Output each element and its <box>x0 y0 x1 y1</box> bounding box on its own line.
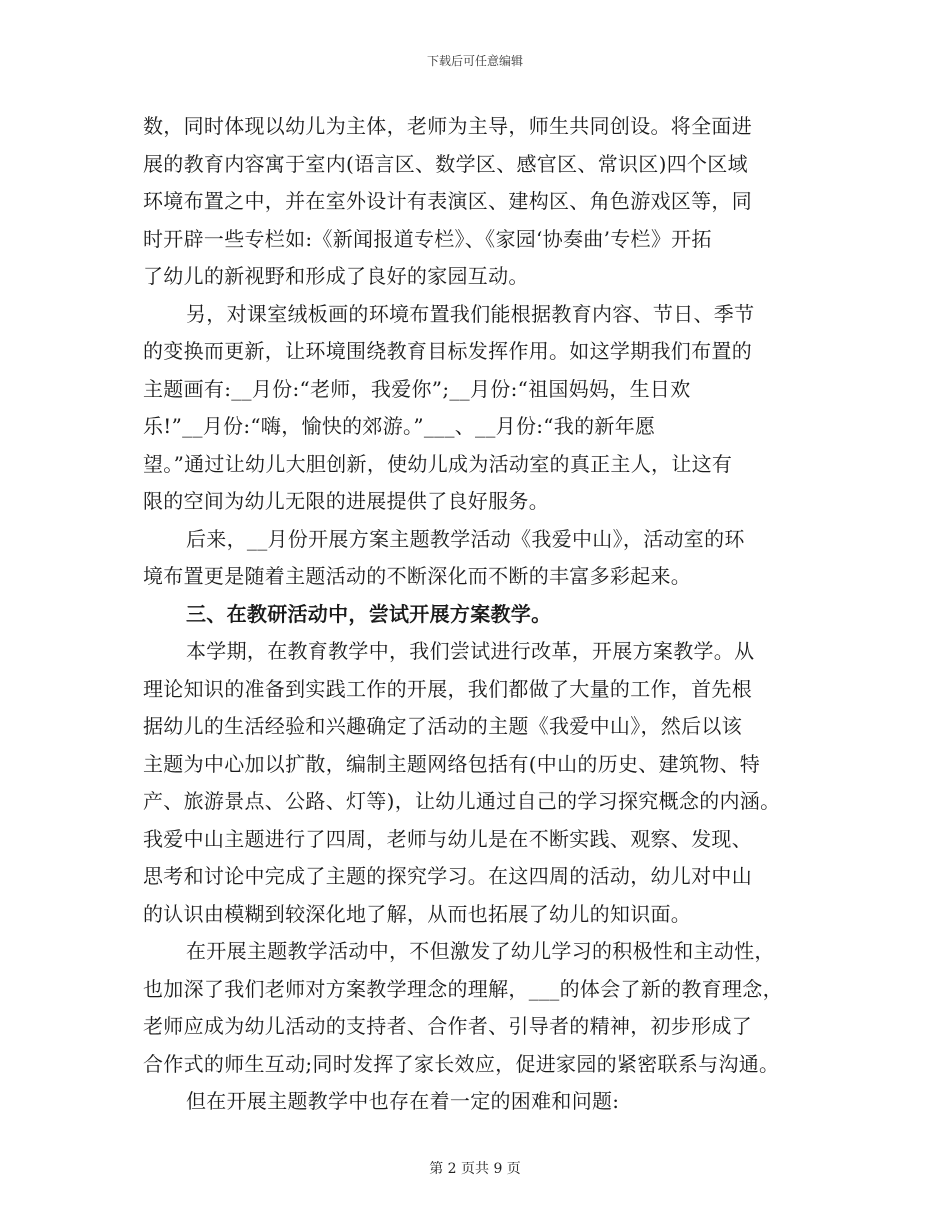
text-line: 时开辟一些专栏如:《新闻报道专栏》、《家园‘协奏曲’专栏》开拓 <box>143 226 712 251</box>
paragraph <box>143 1083 833 1121</box>
text-line: 的变换而更新，让环境围绕教育目标发挥作用。如这学期我们布置的 <box>143 339 752 363</box>
text-line: 乐!”__月份:“嗨，愉快的郊游。”___、__月份:“我的新年愿 <box>143 414 656 438</box>
text-line: 限的空间为幼儿无限的进展提供了良好服务。 <box>143 489 549 513</box>
text-line: 展的教育内容寓于室内(语言区、数学区、感官区、常识区)四个区域 <box>143 151 748 176</box>
text-line: 境布置更是随着主题活动的不断深化而不断的丰富多彩起来。 <box>143 564 692 588</box>
text-line: 数，同时体现以幼儿为主体，老师为主导，师生共同创设。将全面进 <box>143 114 752 138</box>
text-line: 环境布置之中，并在室外设计有表演区、建构区、角色游戏区等，同 <box>143 189 752 213</box>
text-line: 了幼儿的新视野和形成了良好的家园互动。 <box>143 264 529 288</box>
paragraph <box>143 296 833 521</box>
text-line: 但在开展主题教学中也存在着一定的困难和问题: <box>186 1089 620 1113</box>
text-line: 合作式的师生互动;同时发挥了家长效应，促进家园的紧密联系与沟通。 <box>143 1051 780 1076</box>
paragraph <box>143 933 833 1083</box>
text-line: 在开展主题教学活动中，不但激发了幼儿学习的积极性和主动性， <box>186 939 775 963</box>
text-line: 的认识由模糊到较深化地了解，从而也拓展了幼儿的知识面。 <box>143 901 692 926</box>
document-body <box>143 108 833 1121</box>
text-line: 我爱中山主题进行了四周，老师与幼儿是在不断实践、观察、发现、 <box>143 826 752 851</box>
page-header: 下载后可任意编辑 <box>426 54 523 68</box>
text-line: 主题为中心加以扩散，编制主题网络包括有(中山的历史、建筑物、特 <box>143 751 761 776</box>
page-footer: 第 2 页共 9 页 <box>429 1161 521 1177</box>
paragraph <box>143 108 833 296</box>
section-heading <box>143 596 833 634</box>
text-line: 本学期，在教育教学中，我们尝试进行改革，开展方案教学。从 <box>186 639 755 663</box>
paragraph <box>143 521 833 596</box>
text-line: 也加深了我们老师对方案教学理念的理解，___的体会了新的教育理念， <box>143 976 783 1001</box>
text-line: 三、在教研活动中，尝试开展方案教学。 <box>186 601 552 626</box>
text-line: 另，对课室绒板画的环境布置我们能根据教育内容、节日、季节 <box>186 301 755 326</box>
text-line: 产、旅游景点、公路、灯等)，让幼儿通过自己的学习探究概念的内涵。 <box>143 789 781 813</box>
text-line: 望。”通过让幼儿大胆创新，使幼儿成为活动室的真正主人，让这有 <box>143 451 733 476</box>
text-line: 主题画有:__月份:“老师，我爱你”;__月份:“祖国妈妈，生日欢 <box>143 376 691 401</box>
text-line: 后来，__月份开展方案主题教学活动《我爱中山》，活动室的环 <box>186 526 745 551</box>
text-line: 老师应成为幼儿活动的支持者、合作者、引导者的精神，初步形成了 <box>143 1014 752 1038</box>
text-line: 理论知识的准备到实践工作的开展，我们都做了大量的工作，首先根 <box>143 676 752 701</box>
text-line: 据幼儿的生活经验和兴趣确定了活动的主题《我爱中山》，然后以该 <box>143 714 742 738</box>
text-line: 思考和讨论中完成了主题的探究学习。在这四周的活动，幼儿对中山 <box>143 864 752 888</box>
paragraph <box>143 633 833 933</box>
